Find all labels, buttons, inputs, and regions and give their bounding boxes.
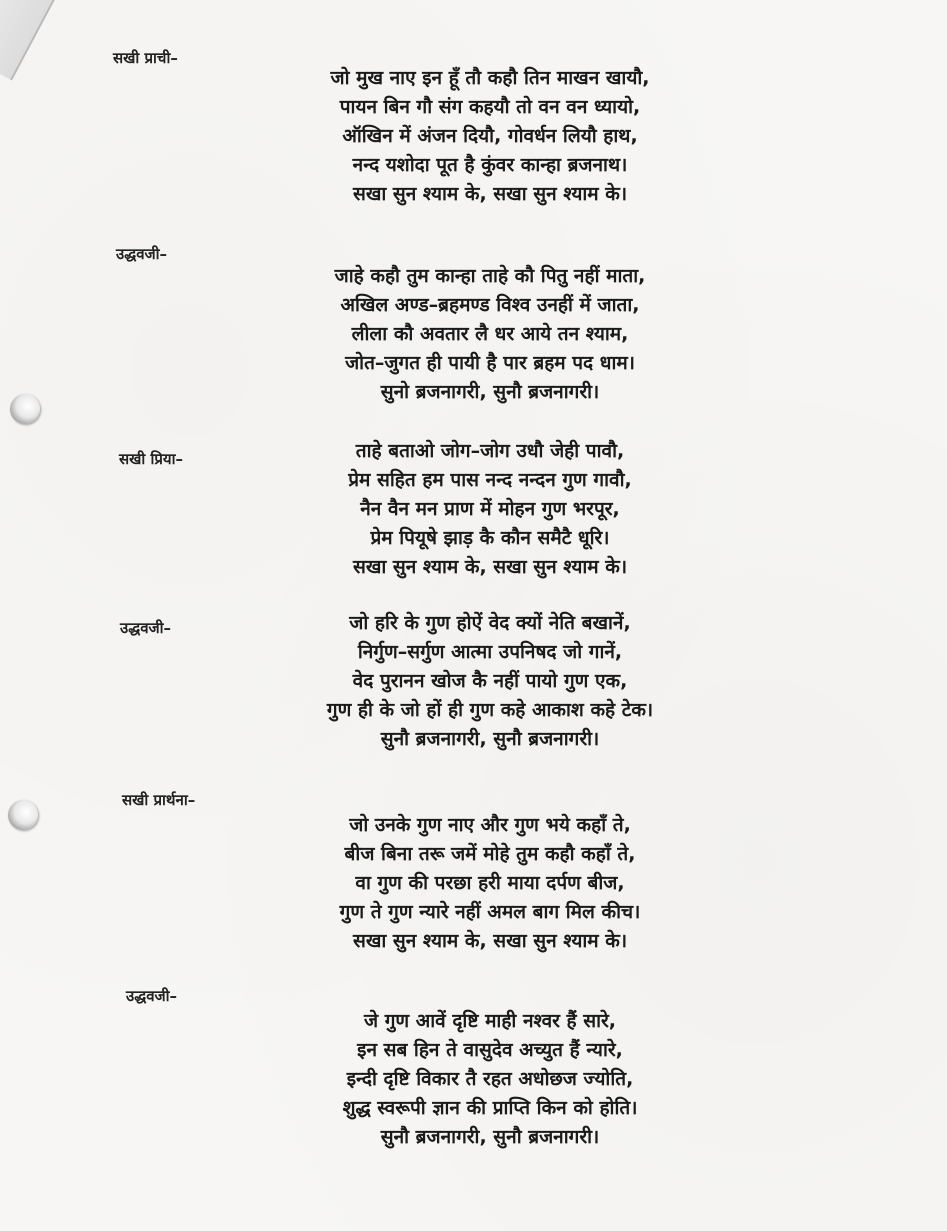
verse-line: सखा सुन श्याम के, सखा सुन श्याम के। [352, 930, 628, 952]
verse-line: लीला कौ अवतार लै धर आये तन श्याम, [351, 323, 629, 345]
verse-line: जे गुण आवें दृष्टि माही नश्वर हैं सारे, [363, 1010, 616, 1032]
verse-line: जाहे कहौ तुम कान्हा ताहे कौ पितु नहीं माता, [334, 265, 646, 287]
verse-line: सुनौ ब्रजनागरी, सुनौ ब्रजनागरी। [380, 1126, 600, 1148]
speaker-label: सखी प्रार्थना– [122, 791, 196, 809]
speaker-label: उद्धवजी– [116, 245, 168, 263]
verse-line: ताहे बताओ जोग–जोग उधौ जेही पावौ, [355, 440, 625, 462]
speaker-label: उद्धवजी– [126, 987, 178, 1005]
verse-line: इन्दी दृष्टि विकार तै रहत अधोछज ज्योति, [346, 1068, 634, 1090]
verse-line: गुण ते गुण न्यारे नहीं अमल बाग मिल कीच। [339, 901, 641, 923]
verse-line: सुनो ब्रजनागरी, सुनौ ब्रजनागरी। [380, 381, 600, 403]
verse-line: शुद्ध स्वरूपी ज्ञान की प्राप्ति किन को होति। [342, 1097, 638, 1119]
folded-corner [0, 0, 64, 80]
verse-line: इन सब हिन ते वासुदेव अच्युत हैं न्यारे, [357, 1039, 623, 1061]
punch-hole [8, 800, 38, 830]
verse [250, 437, 730, 582]
verse-line: ऑखिन में अंजन दियौ, गोवर्धन लियौ हाथ, [342, 125, 638, 147]
speaker-label: उद्धवजी– [120, 619, 172, 637]
verse [250, 811, 730, 956]
verse-line: गुण ही के जो हों ही गुण कहे आकाश कहे टेक। [326, 699, 654, 721]
verse [250, 64, 730, 209]
verse [250, 262, 730, 407]
verse-line: सुनौ ब्रजनागरी, सुनौ ब्रजनागरी। [380, 728, 600, 750]
verse-line: नन्द यशोदा पूत है कुंवर कान्हा ब्रजनाथ। [352, 154, 628, 176]
verse-line: प्रेम सहित हम पास नन्द नन्दन गुण गावौ, [348, 469, 632, 491]
verse-line: सखा सुन श्याम के, सखा सुन श्याम के। [352, 183, 628, 205]
verse-line: बीज बिना तरू जमें मोहे तुम कहौ कहॉं ते, [344, 843, 636, 865]
verse [250, 609, 730, 754]
verse-line: जोत–जुगत ही पायी है पार ब्रहम पद धाम। [345, 352, 635, 374]
verse [250, 1007, 730, 1152]
verse-line: जो उनके गुण नाए और गुण भये कहॉं ते, [349, 814, 631, 836]
verse-line: जो हरि के गुण होऐं वेद क्यों नेति बखानें, [349, 612, 631, 634]
speaker-label: सखी प्राची– [113, 49, 178, 67]
punch-hole [10, 394, 40, 424]
verse-line: प्रेम पियूषे झाड़ कै कौन समैटै धूरि। [370, 527, 610, 549]
verse-line: नैन वैन मन प्राण में मोहन गुण भरपूर, [360, 498, 620, 520]
verse-line: सखा सुन श्याम के, सखा सुन श्याम के। [352, 556, 628, 578]
verse-line: अखिल अण्ड–ब्रहमण्ड विश्व उनहीं में जाता, [340, 294, 640, 316]
speaker-label: सखी प्रिया– [119, 450, 184, 468]
verse-line: निर्गुण–सर्गुण आत्मा उपनिषद जो गानें, [357, 641, 623, 663]
verse-line: वा गुण की परछा हरी माया दर्पण बीज, [355, 872, 625, 894]
verse-line: पायन बिन गौ संग कहयौ तो वन वन ध्यायो, [339, 96, 641, 118]
verse-line: वेद पुरानन खोज कै नहीं पायो गुण एक, [352, 670, 628, 692]
verse-line: जो मुख नाए इन हूँ तौ कहौ तिन माखन खायौ, [330, 67, 650, 89]
